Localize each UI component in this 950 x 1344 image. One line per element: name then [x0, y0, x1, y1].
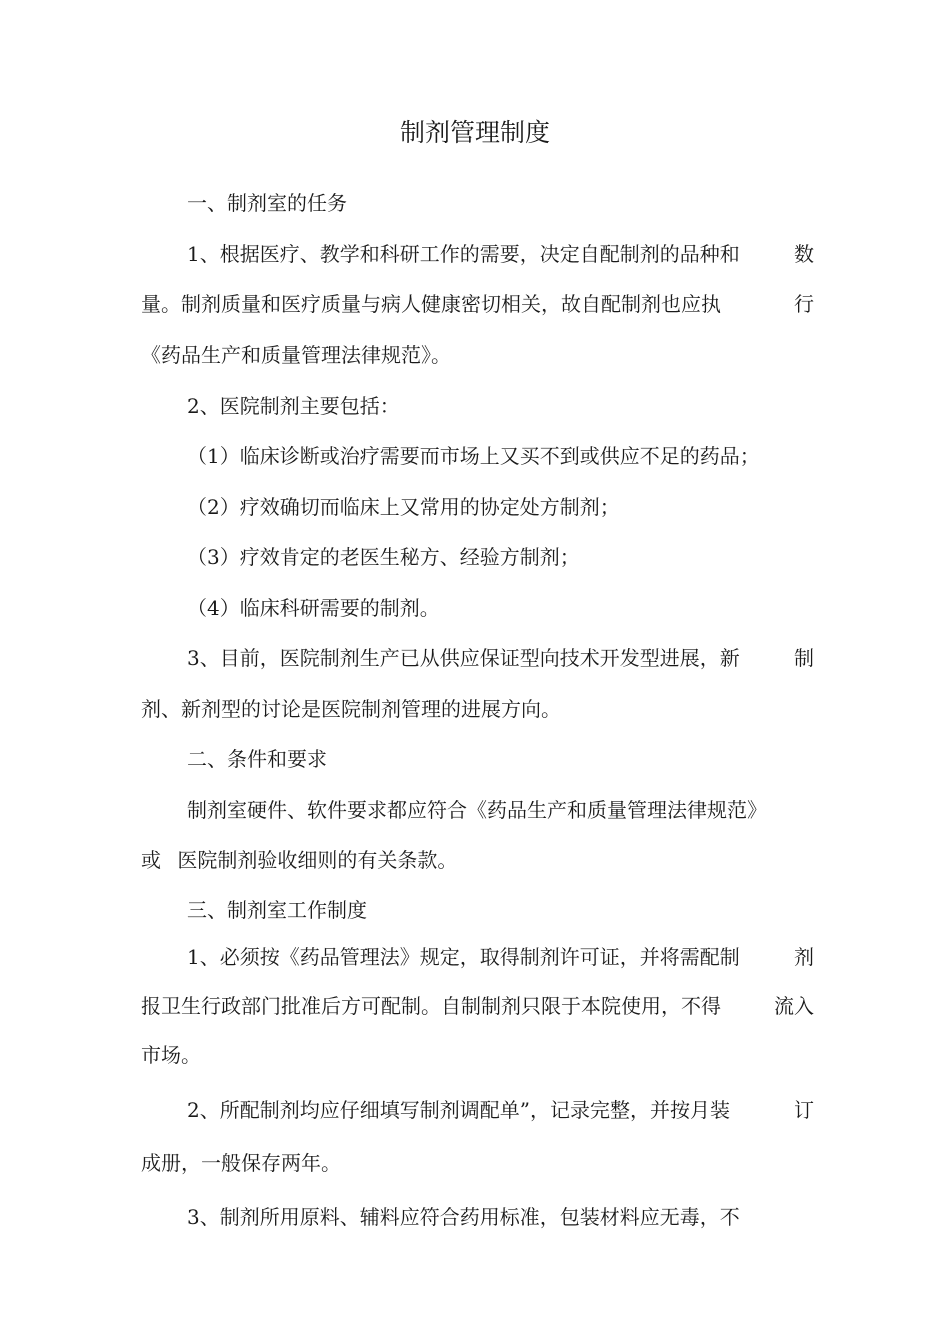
line-text: 量。制剂质量和医疗质量与病人健康密切相关，故自配制剂也应执	[141, 292, 721, 316]
paragraph-line	[141, 290, 814, 318]
paragraph-line: 剂、新剂型的讨论是医院制剂管理的进展方向。	[141, 697, 561, 721]
line-text: 1、根据医疗、教学和科研工作的需要，决定自配制剂的品种和	[187, 242, 740, 266]
line-text: 3、目前，医院制剂生产已从供应保证型向技术开发型进展，新	[187, 646, 740, 670]
line-text: 数	[794, 242, 814, 266]
line-text: 或	[141, 848, 161, 872]
paragraph-line: 2、医院制剂主要包括：	[187, 394, 400, 418]
line-text: 制	[794, 646, 814, 670]
list-item: （1）临床诊断或治疗需要而市场上又买不到或供应不足的药品；	[187, 444, 760, 468]
paragraph-line: 市场。	[141, 1043, 201, 1067]
section-heading-2: 二、条件和要求	[187, 747, 327, 771]
list-item: （2）疗效确切而临床上又常用的协定处方制剂；	[187, 495, 620, 519]
line-text: 订	[794, 1098, 814, 1122]
list-item: （3）疗效肯定的老医生秘方、经验方制剂；	[187, 545, 580, 569]
line-text: 医院制剂验收细则的有关条款。	[177, 848, 458, 872]
section-heading-1: 一、制剂室的任务	[187, 191, 347, 215]
paragraph-line	[187, 1096, 814, 1124]
page-title: 制剂管理制度	[399, 118, 550, 147]
line-text: 2、所配制剂均应仔细填写制剂调配单”，记录完整，并按月装	[187, 1098, 730, 1122]
paragraph-line	[141, 846, 457, 874]
line-text: 剂	[794, 945, 814, 969]
paragraph-line: 制剂室硬件、软件要求都应符合《药品生产和质量管理法律规范》	[187, 798, 767, 822]
paragraph-line	[187, 943, 814, 971]
paragraph-line	[187, 240, 814, 268]
paragraph-line: 3、制剂所用原料、辅料应符合药用标准，包装材料应无毒，不	[187, 1205, 740, 1229]
paragraph-line: 《药品生产和质量管理法律规范》。	[141, 343, 451, 367]
paragraph-line	[187, 644, 814, 672]
section-heading-3: 三、制剂室工作制度	[187, 898, 367, 922]
line-text: 行	[794, 292, 814, 316]
list-item: （4）临床科研需要的制剂。	[187, 596, 440, 620]
line-text: 流入	[774, 994, 814, 1018]
line-text: 报卫生行政部门批准后方可配制。自制制剂只限于本院使用，不得	[141, 994, 721, 1018]
paragraph-line	[141, 992, 814, 1020]
paragraph-line: 成册，一般保存两年。	[141, 1151, 341, 1175]
line-text: 1、必须按《药品管理法》规定，取得制剂许可证，并将需配制	[187, 945, 740, 969]
